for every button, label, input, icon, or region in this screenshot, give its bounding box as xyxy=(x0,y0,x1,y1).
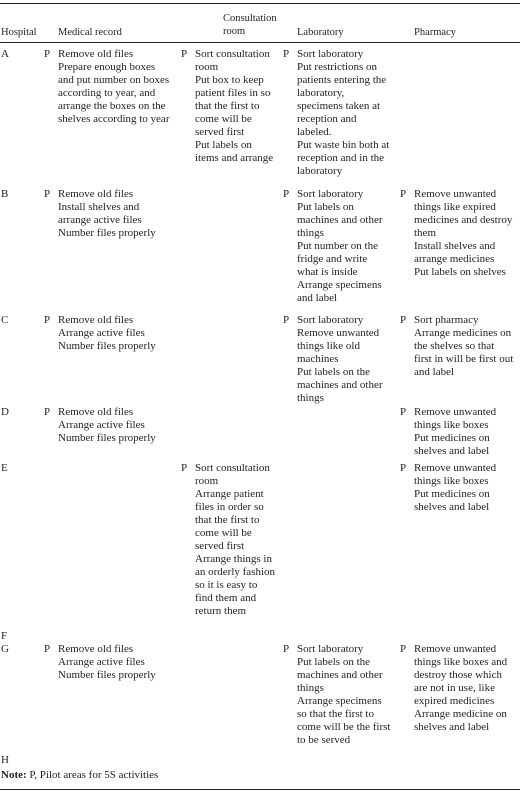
cell-pharmacy-d: Remove unwanted things like boxes Put medicines on shelves and label xyxy=(414,406,497,457)
row-label-hospital-f: F xyxy=(1,630,8,642)
cell-medical-record-d: Remove old files Arrange active files Number files properly xyxy=(58,406,156,444)
pilot-marker: P xyxy=(400,406,407,418)
top-rule xyxy=(0,3,520,4)
header-rule xyxy=(0,42,520,43)
cell-laboratory-c: Sort laboratory Remove unwanted things like old machines Put labels on the machines and other things xyxy=(297,314,383,404)
table-note xyxy=(1,769,158,782)
cell-pharmacy-g: Remove unwanted things like boxes and destroy those which are not in use, like expired medicines Arrange medicine on shelves and label xyxy=(414,643,508,733)
column-header-pharmacy: Pharmacy xyxy=(414,27,456,38)
pilot-marker: P xyxy=(181,48,188,60)
cell-laboratory-a: Sort laboratory Put restrictions on patients entering the laboratory, specimens taken at reception and labeled. Put waste bin both at reception and in the laboratory xyxy=(297,48,390,177)
cell-laboratory-b: Sort laboratory Put labels on machines and other things Put number on the fridge and write what is inside Arrange specimens and label xyxy=(297,188,383,304)
pilot-marker: P xyxy=(283,48,290,60)
note-text: P, Pilot areas for 5S activities xyxy=(26,769,159,781)
pilot-marker: P xyxy=(400,643,407,655)
cell-medical-record-b: Remove old files Install shelves and arrange active files Number files properly xyxy=(58,188,156,239)
cell-pharmacy-b: Remove unwanted things like expired medicines and destroy them Install shelves and arrange medicines Put labels on shelves xyxy=(414,188,513,278)
row-label-hospital-d: D xyxy=(1,406,9,418)
pilot-marker: P xyxy=(283,643,290,655)
cell-laboratory-g: Sort laboratory Put labels on the machines and other things Arrange specimens so that the first to come will be the first to be served xyxy=(297,643,391,746)
pilot-marker: P xyxy=(44,48,51,60)
column-header-medical-record: Medical record xyxy=(58,27,122,38)
note-label: Note: xyxy=(1,769,27,781)
pilot-marker: P xyxy=(44,406,51,418)
row-label-hospital-h: H xyxy=(1,754,9,766)
row-label-hospital-e: E xyxy=(1,462,8,474)
pilot-marker: P xyxy=(400,462,407,474)
pilot-marker: P xyxy=(181,462,188,474)
row-label-hospital-b: B xyxy=(1,188,9,200)
pilot-marker: P xyxy=(44,314,51,326)
cell-consultation-room-a: Sort consultation room Put box to keep patient files in so that the first to come will be served first Put labels on items and arrange xyxy=(195,48,274,164)
cell-consultation-room-e: Sort consultation room Arrange patient files in order so that the first to come will be served first Arrange things in an orderly fashion so it is easy to find them and return them xyxy=(195,462,276,617)
pilot-marker: P xyxy=(400,314,407,326)
pilot-marker: P xyxy=(283,188,290,200)
row-label-hospital-c: C xyxy=(1,314,9,326)
pilot-marker: P xyxy=(44,643,51,655)
cell-medical-record-g: Remove old files Arrange active files Number files properly xyxy=(58,643,156,681)
pilot-marker: P xyxy=(400,188,407,200)
bottom-rule xyxy=(0,789,520,790)
pilot-marker: P xyxy=(44,188,51,200)
column-header-hospital: Hospital xyxy=(1,27,37,38)
row-label-hospital-g: G xyxy=(1,643,9,655)
row-label-hospital-a: A xyxy=(1,48,9,60)
column-header-laboratory: Laboratory xyxy=(297,27,344,38)
cell-medical-record-a: Remove old files Prepare enough boxes and put number on boxes according to year, and arrange the boxes on the shelves according to year xyxy=(58,48,170,125)
cell-medical-record-c: Remove old files Arrange active files Number files properly xyxy=(58,314,156,352)
pilot-marker: P xyxy=(283,314,290,326)
cell-pharmacy-c: Sort pharmacy Arrange medicines on the shelves so that first in will be first out and label xyxy=(414,314,514,378)
column-header-consultation-room: Consultation room xyxy=(223,13,277,37)
cell-pharmacy-e: Remove unwanted things like boxes Put medicines on shelves and label xyxy=(414,462,497,513)
